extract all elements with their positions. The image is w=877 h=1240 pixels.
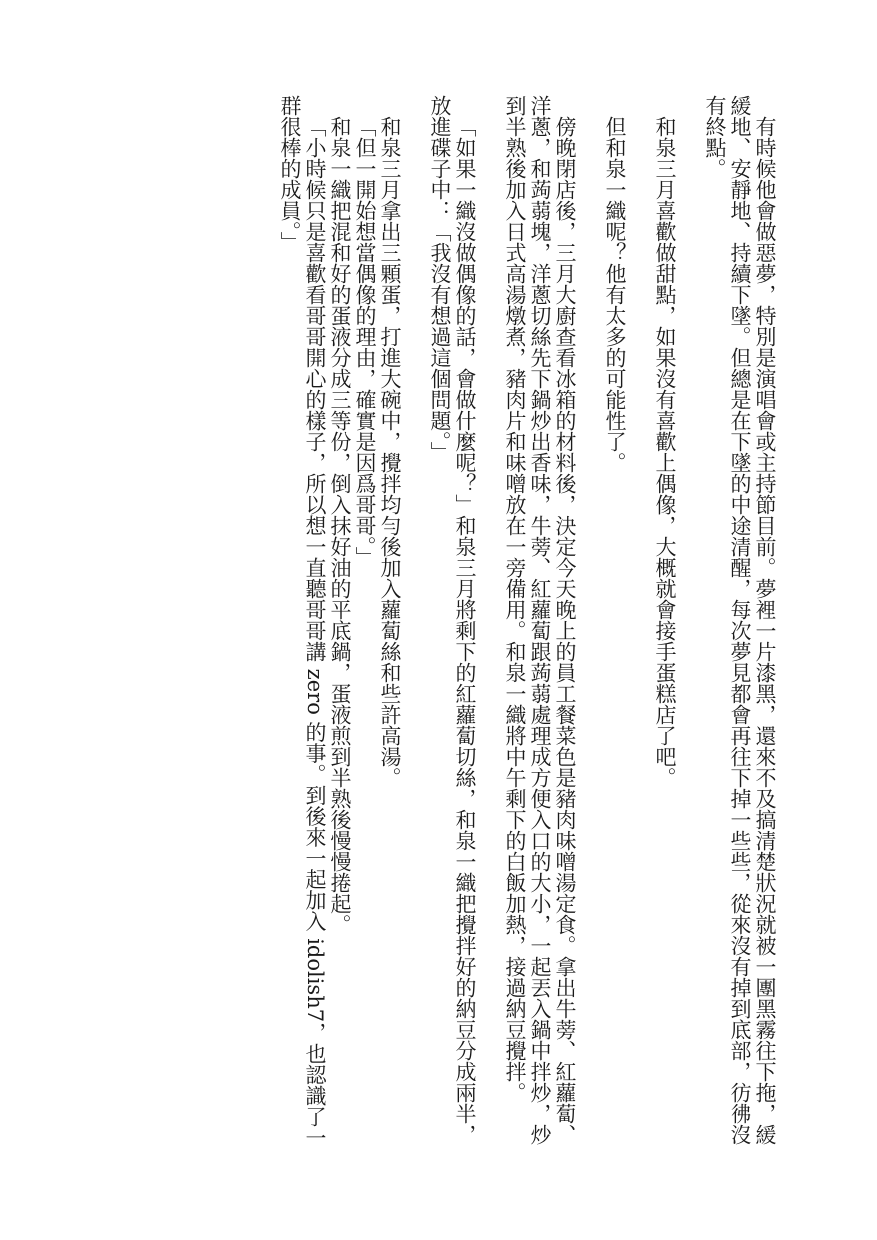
paragraph-dialogue-childhood: 「小時候只是喜歡看哥哥開心的樣子，所以想一直聽哥哥講 zero 的事。到後來一起加入 idolish7，也認識了一群很棒的成員。」 [278, 95, 327, 1149]
paragraph-dialogue-question: 「如果一織沒做偶像的話，會做什麼呢？」和泉三月將剩下的紅蘿蔔切絲，和泉一織把攪拌好的納豆分成兩半，放進碟子中：「我沒有想過這個問題。」 [428, 95, 477, 1145]
paragraph-spacer [577, 95, 602, 1165]
paragraph-eggs: 和泉三月拿出三顆蛋，打進大碗中，攪拌均勻後加入蘿蔔絲和些許高湯。 [378, 116, 402, 788]
paragraph-spacer [477, 95, 502, 1165]
paragraph-omelette: 和泉一織把混和好的蛋液分成三等份，倒入抹好油的平底鍋，蛋液煎到半熟後慢慢捲起。 [328, 116, 352, 935]
paragraph-spacer [402, 95, 427, 1165]
vertical-body-text [87, 95, 777, 1165]
paragraph-spacer [627, 95, 652, 1165]
paragraph-dialogue-reason: 「但一開始想當偶像的理由，確實是因爲哥哥。」 [353, 116, 377, 568]
paragraph-spacer [677, 95, 702, 1165]
paragraph-iori-possibilities: 但和泉一織呢？他有太多的可能性了。 [603, 116, 627, 473]
paragraph-evening-cooking: 傍晚閉店後，三月大廚查看冰箱的材料後，決定今天晚上的員工餐菜色是豬肉味噌湯定食。拿出牛蒡、紅蘿蔔、洋蔥，和蒟蒻塊，洋蔥切絲先下鍋炒出香味，牛蒡、紅蘿蔔跟蒟蒻處理成方便入口的大小，一起丟入鍋中拌炒，炒到半熟後加入日式高湯燉煮，豬肉片和味噌放在一旁備用。和泉一織將中午剩下的白飯加熱，接過納豆攪拌。 [503, 95, 577, 1145]
paragraph-nightmare: 有時候他會做惡夢，特別是演唱會或主持節目前。夢裡一片漆黑，還來不及搞清楚狀況就被一團黑霧往下拖，緩緩地、安靜地、持續下墜。但總是在下墜的中途清醒，每次夢見都會再往下掉一些些，從來沒有掉到底部，彷彿沒有終點。 [703, 95, 777, 1145]
paragraph-mitsuki-sweets: 和泉三月喜歡做甜點，如果沒有喜歡上偶像，大概就會接手蛋糕店了吧。 [653, 116, 677, 788]
